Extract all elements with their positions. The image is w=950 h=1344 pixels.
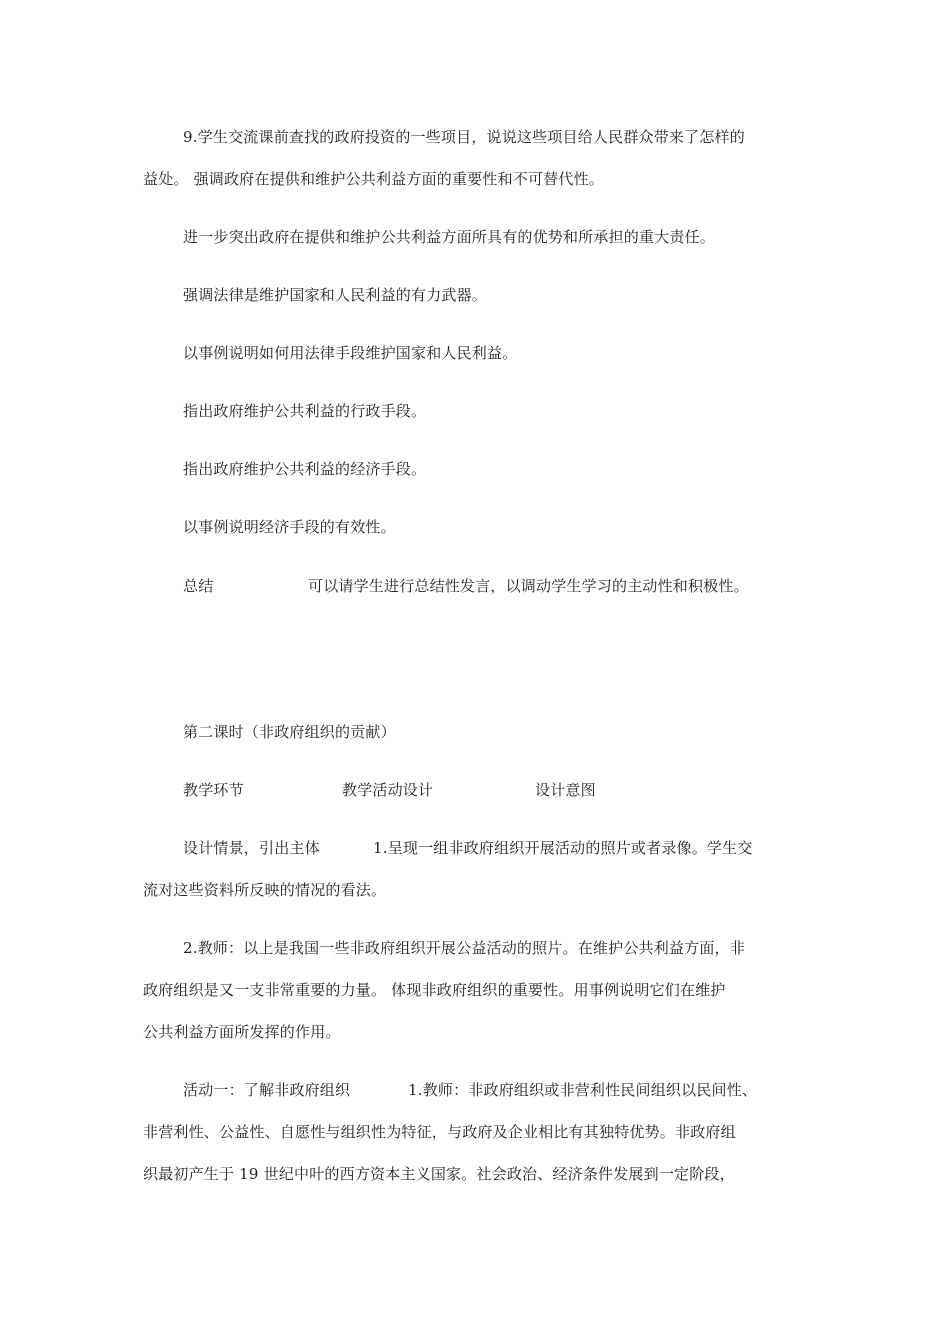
activity-1-line-1: 1.教师：非政府组织或非营利性民间组织以民间性、 xyxy=(408,1081,758,1099)
paragraph-econ-means: 指出政府维护公共利益的经济手段。 xyxy=(183,460,427,478)
activity-1-label: 活动一：了解非政府组织 xyxy=(183,1081,351,1099)
paragraph-example-law: 以事例说明如何用法律手段维护国家和人民利益。 xyxy=(183,344,518,362)
paragraph-advance: 进一步突出政府在提供和维护公共利益方面所具有的优势和所承担的重大责任。 xyxy=(183,228,716,246)
paragraph-9-line-1: 9.学生交流课前查找的政府投资的一些项目，说说这些项目给人民群众带来了怎样的 xyxy=(183,128,745,146)
intro-text-line-1: 1.呈现一组非政府组织开展活动的照片或者录像。学生交 xyxy=(373,839,753,857)
teacher-line-3: 公共利益方面所发挥的作用。 xyxy=(143,1023,341,1041)
activity-1-line-3: 织最初产生于 19 世纪中叶的西方资本主义国家。社会政治、经济条件发展到一定阶段， xyxy=(143,1165,735,1183)
intro-label: 设计情景，引出主体 xyxy=(183,839,320,857)
paragraph-example-econ: 以事例说明经济手段的有效性。 xyxy=(183,518,396,536)
teacher-line-2: 政府组织是又一支非常重要的力量。 体现非政府组织的重要性。用事例说明它们在维护 xyxy=(143,981,726,999)
intro-text-line-2: 流对这些资料所反映的情况的看法。 xyxy=(143,881,387,899)
teacher-line-1: 2.教师：以上是我国一些非政府组织开展公益活动的照片。在维护公共利益方面，非 xyxy=(183,939,745,957)
lesson-2-title: 第二课时（非政府组织的贡献） xyxy=(183,723,396,741)
summary-label: 总结 xyxy=(183,577,214,595)
paragraph-admin-means: 指出政府维护公共利益的行政手段。 xyxy=(183,402,427,420)
table-header-design-intent: 设计意图 xyxy=(535,781,596,799)
paragraph-law: 强调法律是维护国家和人民利益的有力武器。 xyxy=(183,286,488,304)
table-header-activity-design: 教学活动设计 xyxy=(342,781,434,799)
paragraph-9-line-2: 益处。 强调政府在提供和维护公共利益方面的重要性和不可替代性。 xyxy=(143,170,604,188)
activity-1-line-2: 非营利性、公益性、自愿性与组织性为特征，与政府及企业相比有其独特优势。非政府组 xyxy=(143,1123,736,1141)
summary-text: 可以请学生进行总结性发言，以调动学生学习的主动性和积极性。 xyxy=(308,577,749,595)
table-header-teaching-step: 教学环节 xyxy=(183,781,244,799)
